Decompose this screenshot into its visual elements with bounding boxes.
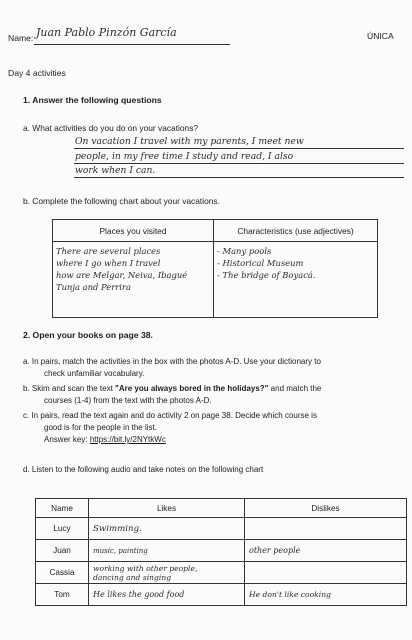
answer-key-label: Answer key: [44, 435, 88, 444]
dislikes-cell [245, 562, 407, 584]
places-line: There are several places [56, 246, 161, 256]
characteristic-line: - Historical Museum [217, 258, 304, 268]
dislikes-cell: other people [245, 540, 407, 562]
answer-key [44, 435, 166, 444]
column-header-name: Name [36, 499, 89, 518]
vacation-chart-header-row [53, 220, 378, 242]
table-row [36, 540, 407, 562]
name-label: Name: [8, 33, 34, 43]
name-cell: Lucy [36, 518, 89, 540]
item-b-line [23, 384, 321, 393]
answer-a-line: work when I can. [75, 165, 156, 176]
places-line: where I go when I travel [56, 258, 161, 268]
student-name: Juan Pablo Pinzón García [36, 26, 177, 39]
likes-cell: He likes the good food [89, 584, 245, 606]
column-header-likes: Likes [89, 499, 245, 518]
question-a: a. What activities do you do on your vacations? [23, 123, 199, 133]
column-header-dislikes: Dislikes [245, 499, 407, 518]
answer-a-line: On vacation I travel with my parents, I meet new [75, 136, 304, 147]
table-row [36, 518, 407, 540]
characteristics-cell [214, 242, 378, 318]
item-b-suffix: and match the [268, 384, 322, 393]
item-a-line: check unfamiliar vocabulary. [44, 369, 145, 378]
name-cell: Juan [36, 540, 89, 562]
characteristic-line: - Many pools [217, 246, 272, 256]
name-cell: Tom [36, 584, 89, 606]
answer-line [74, 148, 404, 149]
vacation-chart [52, 219, 378, 318]
part2-heading: 2. Open your books on page 38. [23, 330, 153, 340]
places-line: Tunja and Perrira [56, 282, 131, 292]
answer-key-link[interactable]: https://bit.ly/2NYtkWc [89, 435, 166, 444]
places-line: how are Melgar, Neiva, Ibagué [56, 270, 188, 280]
characteristic-line: - The bridge of Boyacá. [217, 270, 316, 280]
column-header-characteristics: Characteristics (use adjectives) [214, 220, 378, 242]
table-row [36, 584, 407, 606]
answer-a-line: people, in my free time I study and read, I also [75, 151, 294, 162]
likes-line: working with other people, [93, 563, 198, 573]
answer-line [74, 177, 404, 178]
question-b: b. Complete the following chart about your vacations. [23, 196, 220, 206]
part1-heading: 1. Answer the following questions [23, 95, 162, 105]
places-cell [53, 242, 214, 318]
answer-line [74, 163, 404, 164]
table-row [36, 562, 407, 584]
article-title: "Are you always bored in the holidays?" [115, 384, 269, 393]
dislikes-cell: He don't like cooking [245, 584, 407, 606]
likes-dislikes-table [35, 498, 407, 606]
item-c-line: good is for the people in the list. [44, 423, 157, 432]
likes-cell: music, painting [89, 540, 245, 562]
item-b-line: courses (1-4) from the text with the photos A-D. [44, 396, 212, 405]
item-b-prefix: b. Skim and scan the text [23, 384, 116, 393]
school-name: ÚNICA [367, 31, 394, 41]
name-cell: Cassia [36, 562, 89, 584]
column-header-places: Places you visited [53, 220, 214, 242]
likes-table-header-row [36, 499, 407, 518]
vacation-chart-row [53, 242, 378, 318]
item-a-line: a. In pairs, match the activities in the box with the photos A-D. Use your dictionary to [23, 357, 321, 366]
likes-cell [89, 562, 245, 584]
dislikes-cell [245, 518, 407, 540]
item-d: d. Listen to the following audio and take notes on the following chart [23, 465, 264, 474]
item-c-line: c. In pairs, read the text again and do activity 2 on page 38. Decide which course is [23, 411, 317, 420]
name-underline [34, 44, 230, 45]
likes-cell: Swimming. [89, 518, 245, 540]
section-title: Day 4 activities [8, 68, 66, 78]
likes-line: dancing and singing [93, 572, 172, 582]
